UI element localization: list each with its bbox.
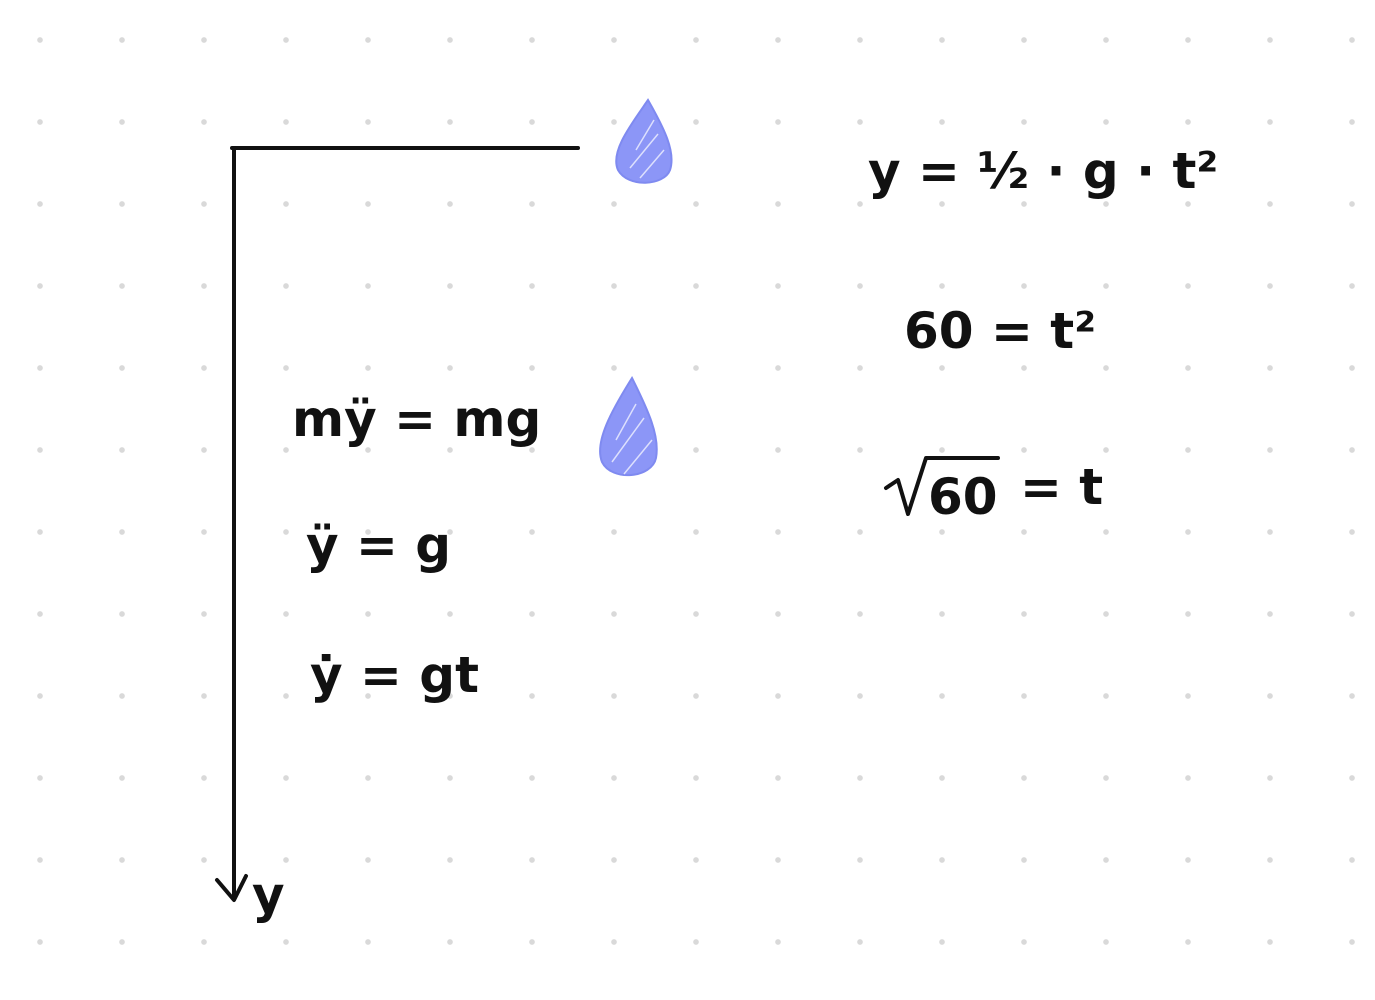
equation-acceleration: ÿ = g [306, 516, 452, 574]
y-axis-arrowhead [217, 876, 246, 900]
equation-square-root [886, 458, 1103, 526]
water-drop-lower [600, 378, 657, 475]
equation-sixty-equals-t-squared: 60 = t² [904, 302, 1097, 360]
square-root-result: = t [1020, 458, 1104, 516]
equation-velocity: ẏ = gt [310, 646, 479, 704]
square-root-radicand: 60 [928, 468, 998, 526]
water-drop-top [616, 100, 671, 183]
equation-position: y = ½ · g · t² [868, 142, 1219, 200]
equation-newton-second-law: mÿ = mg [292, 390, 542, 448]
y-axis-label: y [252, 866, 285, 924]
